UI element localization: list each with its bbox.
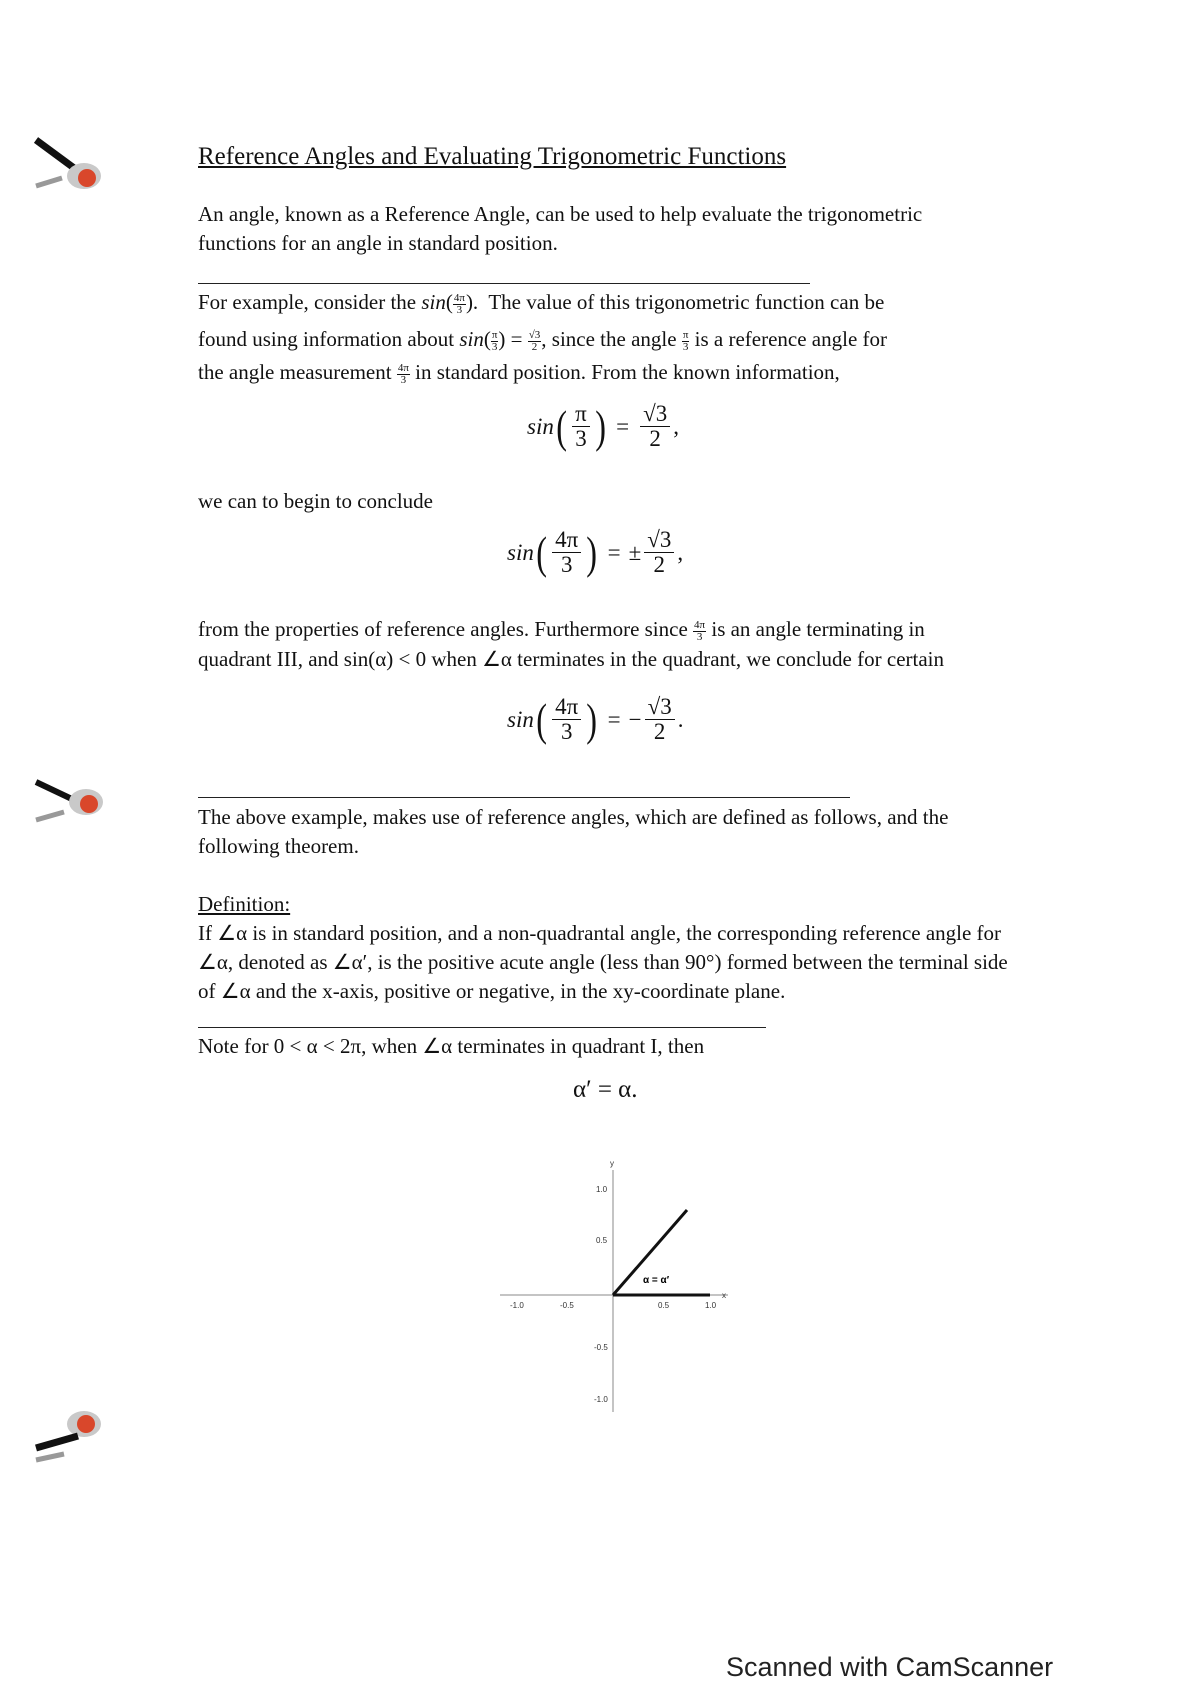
fraction: $\frac{4\pi}{3}$ — [694, 618, 706, 643]
divider — [198, 283, 810, 284]
sin-text: sin — [421, 290, 446, 314]
definition-text: If ∠α is in standard position, and a non-quadrantal angle, the corresponding reference angle for ∠α, denoted as ∠α′, is the positive acute angle (less than 90°) formed between the terminal side of ∠α and the x-axis, positive or negative, in the xy-coordinate plane. — [198, 921, 1008, 1003]
note-equation: α′ = α. — [573, 1076, 638, 1103]
divider — [198, 1027, 766, 1028]
y-tick: -1.0 — [594, 1395, 608, 1404]
binder-ring-icon — [34, 1402, 104, 1472]
reference-angle-graph — [500, 1150, 740, 1420]
angle-label: α = α′ — [643, 1275, 670, 1286]
example-text: is a reference angle for — [694, 327, 887, 351]
example-line-2: found using information about sin( $\frac{\pi}{3}$ ) = $\frac{√3}{2}$ , since the angle $\frac{\pi}{3}$ is a reference angle for — [198, 327, 887, 353]
sin-text: sin — [459, 327, 484, 351]
conclude-text: we can to begin to conclude — [198, 489, 433, 513]
example-text: the angle measurement — [198, 360, 392, 384]
binder-ring-icon — [34, 128, 104, 198]
x-tick: 1.0 — [705, 1301, 717, 1310]
y-axis-label: y — [610, 1159, 614, 1168]
x-tick: 0.5 — [658, 1301, 670, 1310]
y-tick: 0.5 — [596, 1236, 608, 1245]
fraction: $\frac{4\pi}{3}$ — [397, 361, 409, 386]
example-text: in standard position. From the known information, — [415, 360, 840, 384]
page-title: Reference Angles and Evaluating Trigonometric Functions — [198, 143, 787, 170]
equation-sin-4pi-3-pm: sin ( $\frac{4\pi}{3}$ ) = ± $\frac{√3}{2}$ , — [507, 526, 684, 578]
scanner-watermark: Scanned with CamScanner — [726, 1652, 1054, 1682]
example-text: The value of this trigonometric function can be — [488, 290, 885, 314]
example-text: For example, consider the — [198, 290, 417, 314]
x-tick: -1.0 — [510, 1301, 524, 1310]
definition-label: Definition: — [198, 892, 291, 916]
example-text: since the angle — [551, 327, 677, 351]
example-line-1: For example, consider the sin( $\frac{4\pi}{3}$ ). The value of this trigonometric function can be — [198, 290, 885, 316]
after-line-1 — [198, 615, 1038, 644]
x-tick: -0.5 — [560, 1301, 574, 1310]
after-line-2: quadrant III, and sin(α) < 0 when ∠α terminates in the quadrant, we conclude for certain — [198, 647, 944, 671]
example-text: found using information about — [198, 327, 455, 351]
fraction: $\frac{√3}{2}$ — [528, 328, 541, 353]
y-tick: 1.0 — [596, 1185, 608, 1194]
binder-ring-icon — [34, 770, 104, 840]
theorem-intro: The above example, makes use of reference angles, which are defined as follows, and the following theorem. — [198, 805, 949, 858]
equation-sin-4pi-3-neg: sin ( $\frac{4\pi}{3}$ ) = − $\frac{√3}{2}$ . — [507, 693, 684, 745]
equation-sin-pi-3: sin ( $\frac{\pi}{3}$ ) = $\frac{√3}{2}$ , — [527, 400, 679, 452]
example-text: from the properties of reference angles. Furthermore since — [198, 617, 688, 641]
y-tick: -0.5 — [594, 1343, 608, 1352]
example-text: is an angle terminating in — [711, 617, 925, 641]
intro-paragraph: An angle, known as a Reference Angle, can be used to help evaluate the trigonometric functions for an angle in standard position. — [198, 202, 923, 255]
example-line-3 — [198, 358, 1038, 387]
divider — [198, 797, 850, 798]
fraction: $\frac{\pi}{3}$ — [682, 328, 689, 353]
fraction: $\frac{4\pi}{3}$ — [453, 291, 465, 316]
note-text: Note for 0 < α < 2π, when ∠α terminates in quadrant I, then — [198, 1034, 705, 1058]
x-axis-label: x — [722, 1291, 726, 1300]
fraction: $\frac{\pi}{3}$ — [491, 328, 498, 353]
